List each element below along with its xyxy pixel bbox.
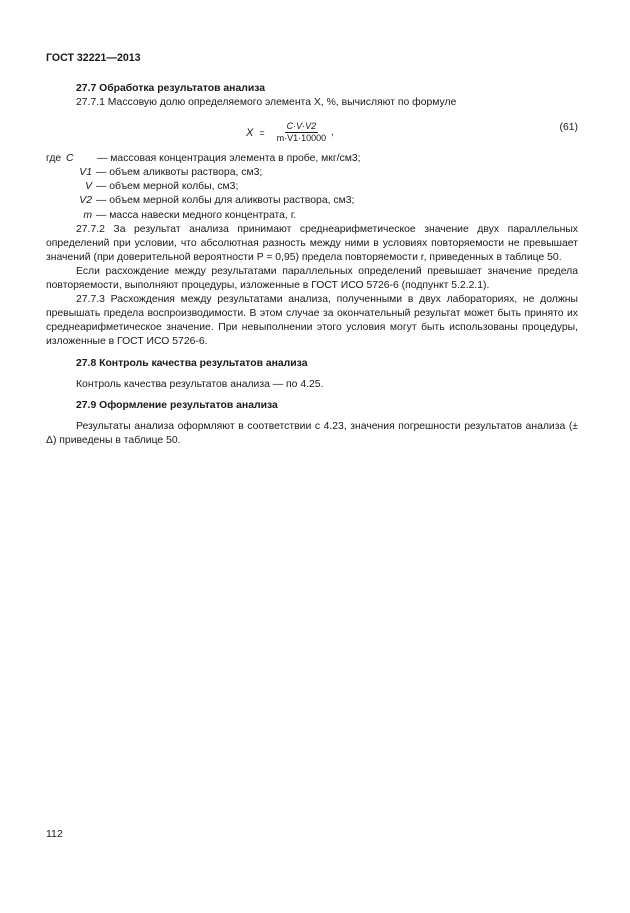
section-spacer: [46, 371, 578, 378]
paragraph-27-7-1-text: 27.7.1 Массовую долю определяемого элемента X, %, вычисляют по формуле: [76, 97, 457, 109]
formula-expression: [246, 121, 334, 144]
section-spacer: [46, 392, 578, 399]
definition-row: [46, 180, 578, 194]
definition-symbol: V: [85, 181, 92, 193]
section-spacer: [46, 413, 578, 420]
document-header: ГОСТ 32221—2013: [46, 52, 141, 64]
formula-61: [46, 118, 578, 152]
formula-numerator: C·V·V2: [286, 121, 317, 132]
section-heading-27-9: 27.9 Оформление результатов анализа: [76, 399, 278, 411]
formula-number: (61): [559, 122, 578, 134]
definition-text: — объем аликвоты раствора, см3;: [96, 167, 263, 179]
formula-fraction: [275, 121, 329, 144]
page-number: 112: [46, 828, 63, 840]
definition-row: [46, 209, 578, 223]
section-heading-27-7: 27.7 Обработка результатов анализа: [76, 83, 266, 94]
definition-symbol: V1: [79, 167, 92, 179]
paragraph-27-7-2: 27.7.2 За результат анализа принимают среднеарифметическое значение двух параллельных определений при условии, что абсолютная разность между ними в условиях повторяемости не превышает значений (при доверительной вероятности P = 0,95) предела повторяемости r, приведенных в таблице 50.: [46, 223, 578, 263]
paragraph-27-7-1: [46, 96, 578, 110]
section-heading-27-8: 27.8 Контроль качества результатов анализа: [76, 357, 308, 369]
formula-denominator: m·V1·10000: [276, 133, 327, 144]
symbol-definitions: [46, 152, 578, 222]
section-spacer: [46, 350, 578, 357]
formula-comma: ,: [331, 126, 334, 138]
paragraph-27-8: Контроль качества результатов анализа — по 4.25.: [76, 378, 324, 390]
definition-symbol: m: [83, 209, 92, 221]
definition-row: [46, 166, 578, 180]
definition-text: — массовая концентрация элемента в пробе, мкг/см3;: [97, 153, 361, 165]
definition-row: [46, 152, 578, 166]
formula-equals: =: [259, 127, 265, 138]
definition-text: — объем мерной колбы для аликвоты раствора, см3;: [96, 195, 355, 207]
definition-text: — объем мерной колбы, см3;: [96, 181, 239, 193]
definition-symbol: V2: [79, 195, 92, 207]
definition-row: [46, 194, 578, 208]
document-body: [46, 82, 578, 448]
definition-symbol: C: [66, 153, 74, 165]
paragraph-27-7-3: 27.7.3 Расхождения между результатами анализа, полученными в двух лабораториях, не должны превышать предела воспроизводимости. В этом случае за окончательный результат может быть принято их среднеарифметическое значение. При невыполнении этого условия могут быть использованы процедуры, изложенные в ГОСТ ИСО 5726-6.: [46, 294, 578, 348]
formula-lhs: X: [246, 126, 254, 139]
paragraph-27-9: Результаты анализа оформляют в соответствии с 4.23, значения погрешности результатов анализа (± Δ) приведены в таблице 50.: [46, 420, 578, 446]
paragraph-27-7-2-continued: Если расхождение между результатами параллельных определений превышает значение предела повторяемости, выполняют процедуры, изложенные в ГОСТ ИСО 5726-6 (подпункт 5.2.2.1).: [46, 265, 578, 292]
definitions-lead: где: [46, 153, 62, 165]
definition-text: — масса навески медного концентрата, г.: [96, 209, 297, 221]
